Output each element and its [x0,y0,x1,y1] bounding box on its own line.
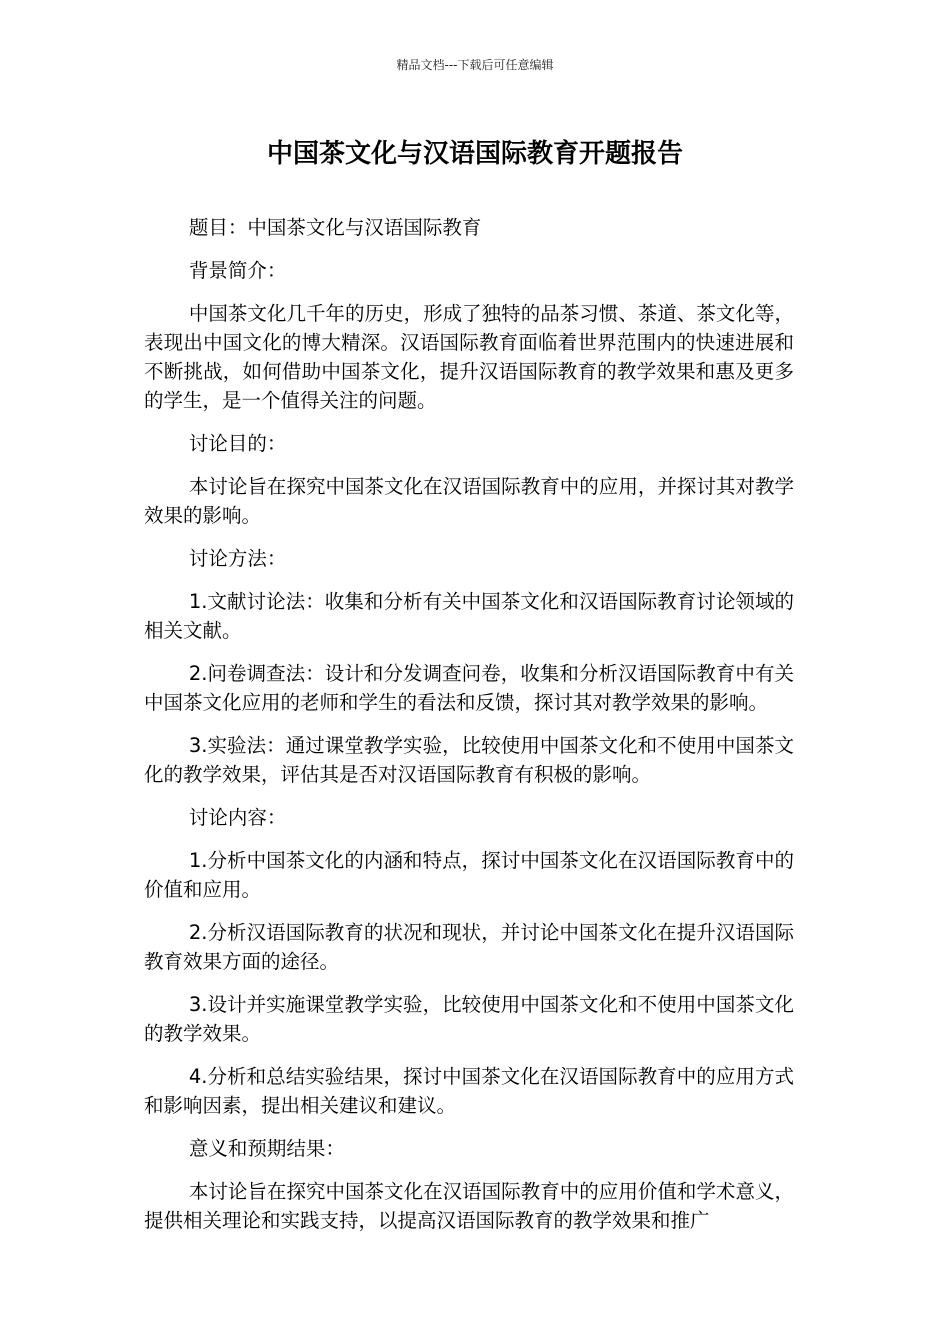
background-paragraph: 中国茶文化几千年的历史，形成了独特的品茶习惯、茶道、茶文化等，表现出中国文化的博大精深。汉语国际教育面临着世界范围内的快速进展和不断挑战，如何借助中国茶文化，提升汉语国际教育的教学效果和惠及更多的学生，是一个值得关注的问题。 [144,302,794,412]
purpose-paragraph: 本讨论旨在探究中国茶文化在汉语国际教育中的应用，并探讨其对教学效果的影响。 [144,475,794,527]
document-body [144,213,794,1249]
content-item-4: 4.分析和总结实验结果，探讨中国茶文化在汉语国际教育中的应用方式和影响因素，提出相关建议和建议。 [144,1065,794,1117]
content-item-1: 1.分析中国茶文化的内涵和特点，探讨中国茶文化在汉语国际教育中的价值和应用。 [144,849,794,901]
section-heading-purpose: 讨论目的： [188,432,287,455]
content-item-3: 3.设计并实施课堂教学实验，比较使用中国茶文化和不使用中国茶文化的教学效果。 [144,993,794,1045]
section-heading-significance: 意义和预期结果： [188,1137,345,1160]
content-item-2: 2.分析汉语国际教育的状况和现状，并讨论中国茶文化在提升汉语国际教育效果方面的途径。 [144,921,794,973]
header-note: 精品文档---下载后可任意编辑 [396,58,554,72]
section-heading-content: 讨论内容： [188,806,287,829]
method-item-2: 2.问卷调查法：设计和分发调查问卷，收集和分析汉语国际教育中有关中国茶文化应用的老师和学生的看法和反馈，探讨其对教学效果的影响。 [144,662,794,714]
method-item-3: 3.实验法：通过课堂教学实验，比较使用中国茶文化和不使用中国茶文化的教学效果，评估其是否对汉语国际教育有积极的影响。 [144,734,794,786]
method-item-1: 1.文献讨论法：收集和分析有关中国茶文化和汉语国际教育讨论领域的相关文献。 [144,590,794,642]
section-heading-background: 背景简介： [188,259,287,282]
section-heading-methods: 讨论方法： [188,547,287,570]
document-title: 中国茶文化与汉语国际教育开题报告 [266,139,683,169]
topic-line: 题目：中国茶文化与汉语国际教育 [188,216,482,239]
significance-paragraph: 本讨论旨在探究中国茶文化在汉语国际教育中的应用价值和学术意义，提供相关理论和实践支持，以提高汉语国际教育的教学效果和推广 [144,1180,794,1232]
